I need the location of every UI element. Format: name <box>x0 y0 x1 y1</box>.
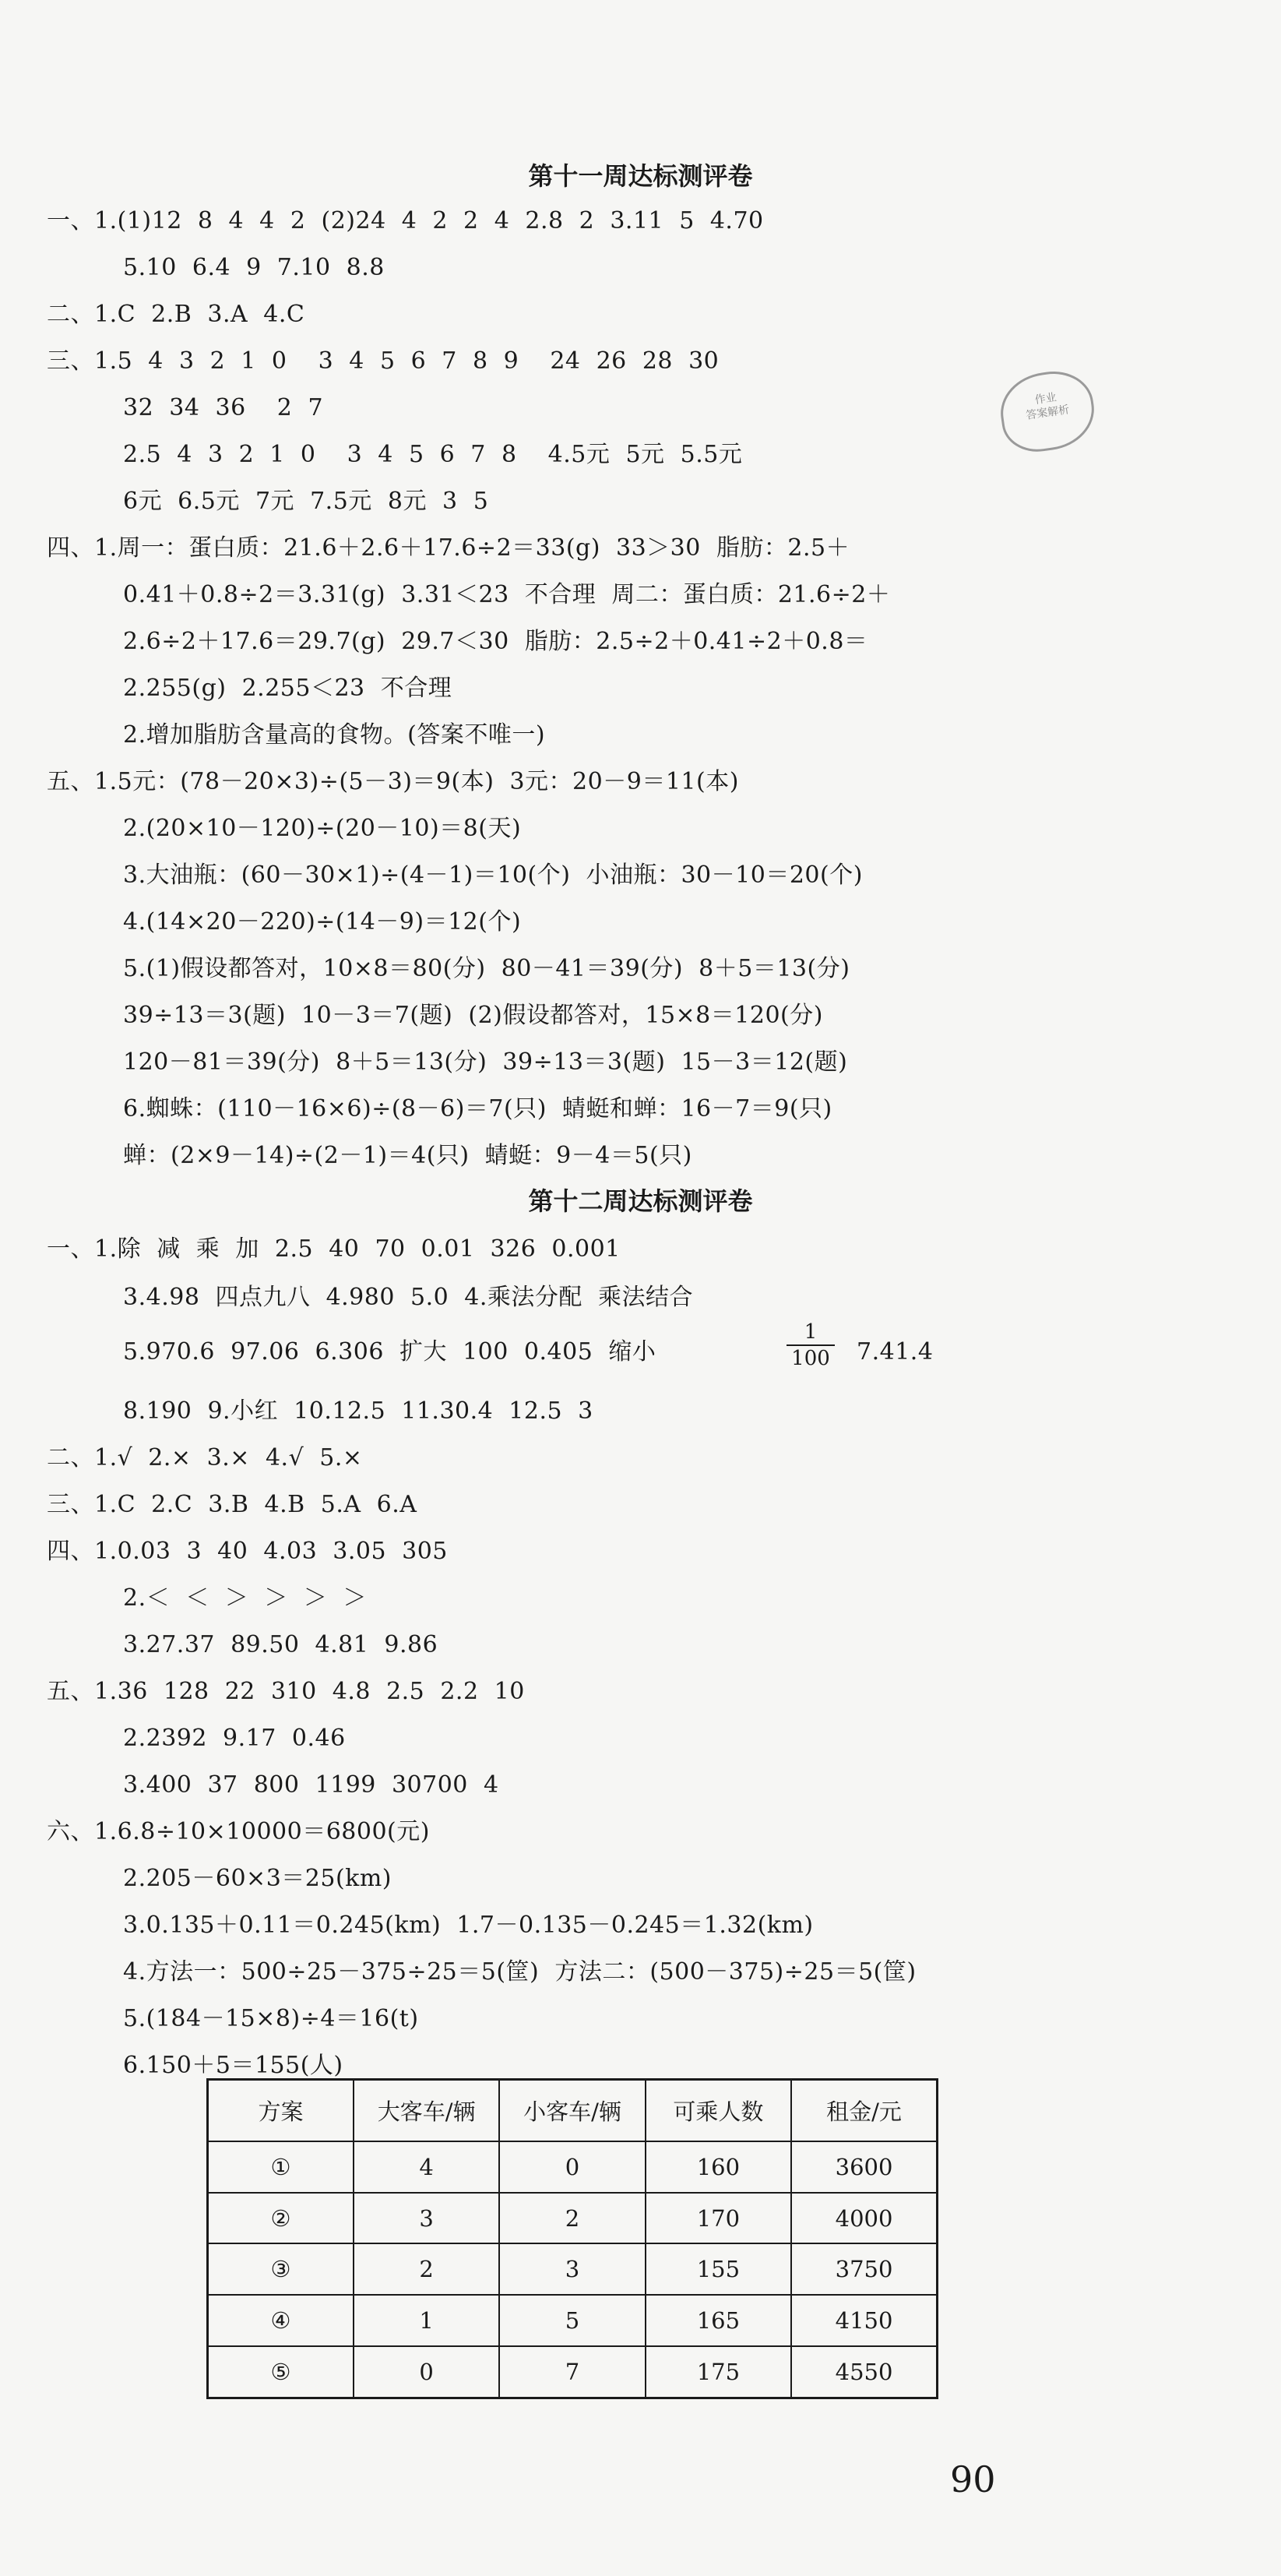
table-header-cell: 方案 <box>208 2080 354 2141</box>
table-row <box>208 2295 938 2346</box>
table-row <box>208 2243 938 2295</box>
page-number: 90 <box>950 2458 996 2500</box>
table-cell: 2 <box>354 2243 499 2295</box>
w11-line-3: 二、1.C 2.B 3.A 4.C <box>47 301 305 328</box>
w11-line-5: 32 34 36 2 7 <box>123 394 324 421</box>
table-cell: 2 <box>499 2193 645 2244</box>
table-cell: 3600 <box>791 2141 937 2193</box>
w12-line-13: 六、1.6.8÷10×10000＝6800(元) <box>47 1818 430 1845</box>
table-cell: 4150 <box>791 2295 937 2346</box>
table-cell: 170 <box>646 2193 791 2244</box>
w11-line-15: 3.大油瓶：(60－30×1)÷(4－1)＝10(个) 小油瓶：30－10＝20(个) <box>123 862 863 889</box>
w11-line-8: 四、1.周一：蛋白质：21.6＋2.6＋17.6÷2＝33(g) 33＞30 脂肪：2.5＋ <box>47 534 850 562</box>
table-cell: ① <box>208 2141 354 2193</box>
table-cell: ② <box>208 2193 354 2244</box>
table-header-cell: 可乘人数 <box>646 2080 791 2141</box>
table-cell: 155 <box>646 2243 791 2295</box>
w12-line-10: 五、1.36 128 22 310 4.8 2.5 2.2 10 <box>47 1678 525 1705</box>
table-cell: 165 <box>646 2295 791 2346</box>
w12-line-16: 4.方法一：500÷25－375÷25＝5(筐) 方法二：(500－375)÷25＝5(筐) <box>123 1958 917 1986</box>
w11-line-13: 五、1.5元：(78－20×3)÷(5－3)＝9(本) 3元：20－9＝11(本) <box>47 768 739 795</box>
w11-line-18: 39÷13＝3(题) 10－3＝7(题) (2)假设都答对，15×8＝120(分) <box>123 1002 823 1029</box>
w11-line-14: 2.(20×10－120)÷(20－10)＝8(天) <box>123 815 522 842</box>
w12-line-12: 3.400 37 800 1199 30700 4 <box>123 1771 499 1799</box>
w12-line-7: 四、1.0.03 3 40 4.03 3.05 305 <box>47 1538 448 1565</box>
table-row <box>208 2193 938 2244</box>
rental-plan-table <box>206 2078 938 2399</box>
week12-title: 第十二周达标测评卷 <box>528 1186 753 1216</box>
table-row <box>208 2346 938 2398</box>
w12-line-4: 8.190 9.小红 10.12.5 11.30.4 12.5 3 <box>123 1397 593 1425</box>
w12-line-8: 2.＜ ＜ ＞ ＞ ＞ ＞ <box>123 1584 367 1612</box>
table-cell: 4550 <box>791 2346 937 2398</box>
table-cell: ④ <box>208 2295 354 2346</box>
fraction-one-hundredth <box>787 1320 835 1371</box>
table-cell: 175 <box>646 2346 791 2398</box>
stamp-line-1: 作业 <box>1033 391 1058 407</box>
table-cell: 3 <box>354 2193 499 2244</box>
table-header-cell: 小客车/辆 <box>499 2080 645 2141</box>
w12-line-14: 2.205－60×3＝25(km) <box>123 1865 392 1892</box>
fraction-numerator: 1 <box>804 1320 818 1344</box>
w11-line-19: 120－81＝39(分) 8＋5＝13(分) 39÷13＝3(题) 15－3＝12(题) <box>123 1048 848 1076</box>
table-cell: 0 <box>499 2141 645 2193</box>
table-cell: ③ <box>208 2243 354 2295</box>
w11-line-9: 0.41＋0.8÷2＝3.31(g) 3.31＜23 不合理 周二：蛋白质：21.6÷2＋ <box>123 581 891 608</box>
w12-line-11: 2.2392 9.17 0.46 <box>123 1725 346 1752</box>
stamp-logo <box>996 366 1100 456</box>
w11-line-7: 6元 6.5元 7元 7.5元 8元 3 5 <box>123 488 489 515</box>
w12-line-9: 3.27.37 89.50 4.81 9.86 <box>123 1631 438 1658</box>
table-cell: 3 <box>499 2243 645 2295</box>
w12-line-18: 6.150＋5＝155(人) <box>123 2052 343 2079</box>
w12-line-17: 5.(184－15×8)÷4＝16(t) <box>123 2005 419 2032</box>
w12-line-5: 二、1.√ 2.× 3.× 4.√ 5.× <box>47 1444 363 1471</box>
table-cell: 7 <box>499 2346 645 2398</box>
w12-line-3a: 5.970.6 97.06 6.306 扩大 100 0.405 缩小 <box>123 1338 656 1366</box>
fraction-denominator: 100 <box>791 1347 830 1370</box>
w12-line-3b: 7.41.4 <box>857 1338 934 1366</box>
table-cell: 3750 <box>791 2243 937 2295</box>
stamp-line-2: 答案解析 <box>1025 403 1071 422</box>
w11-line-6: 2.5 4 3 2 1 0 3 4 5 6 7 8 4.5元 5元 5.5元 <box>123 441 743 468</box>
table-cell: 5 <box>499 2295 645 2346</box>
table-cell: 4 <box>354 2141 499 2193</box>
table-header-row <box>208 2080 938 2141</box>
w12-line-6: 三、1.C 2.C 3.B 4.B 5.A 6.A <box>47 1491 417 1518</box>
w11-line-16: 4.(14×20－220)÷(14－9)＝12(个) <box>123 908 522 936</box>
table-cell: ⑤ <box>208 2346 354 2398</box>
table-cell: 4000 <box>791 2193 937 2244</box>
w11-line-10: 2.6÷2＋17.6＝29.7(g) 29.7＜30 脂肪：2.5÷2＋0.41÷2＋0.8＝ <box>123 628 868 655</box>
table-cell: 1 <box>354 2295 499 2346</box>
table-row <box>208 2141 938 2193</box>
table-header-cell: 租金/元 <box>791 2080 937 2141</box>
w12-line-1: 一、1.除 减 乘 加 2.5 40 70 0.01 326 0.001 <box>47 1235 621 1263</box>
w11-line-20: 6.蜘蛛：(110－16×6)÷(8－6)＝7(只) 蜻蜓和蝉：16－7＝9(只) <box>123 1095 832 1122</box>
table-header-cell: 大客车/辆 <box>354 2080 499 2141</box>
table-cell: 160 <box>646 2141 791 2193</box>
table-cell: 0 <box>354 2346 499 2398</box>
w11-line-1: 一、1.(1)12 8 4 4 2 (2)24 4 2 2 4 2.8 2 3.11 5 4.70 <box>47 207 764 234</box>
w11-line-2: 5.10 6.4 9 7.10 8.8 <box>123 254 385 281</box>
week11-title: 第十一周达标测评卷 <box>528 161 753 191</box>
w12-line-2: 3.4.98 四点九八 4.980 5.0 4.乘法分配 乘法结合 <box>123 1284 693 1311</box>
w11-line-11: 2.255(g) 2.255＜23 不合理 <box>123 675 452 702</box>
w11-line-17: 5.(1)假设都答对，10×8＝80(分) 80－41＝39(分) 8＋5＝13(分) <box>123 955 850 982</box>
w12-line-15: 3.0.135＋0.11＝0.245(km) 1.7－0.135－0.245＝1.32(km) <box>123 1912 814 1939</box>
w11-line-21: 蝉：(2×9－14)÷(2－1)＝4(只) 蜻蜓：9－4＝5(只) <box>123 1142 692 1169</box>
w11-line-12: 2.增加脂肪含量高的食物。(答案不唯一) <box>123 721 546 749</box>
w11-line-4: 三、1.5 4 3 2 1 0 3 4 5 6 7 8 9 24 26 28 30 <box>47 347 720 375</box>
